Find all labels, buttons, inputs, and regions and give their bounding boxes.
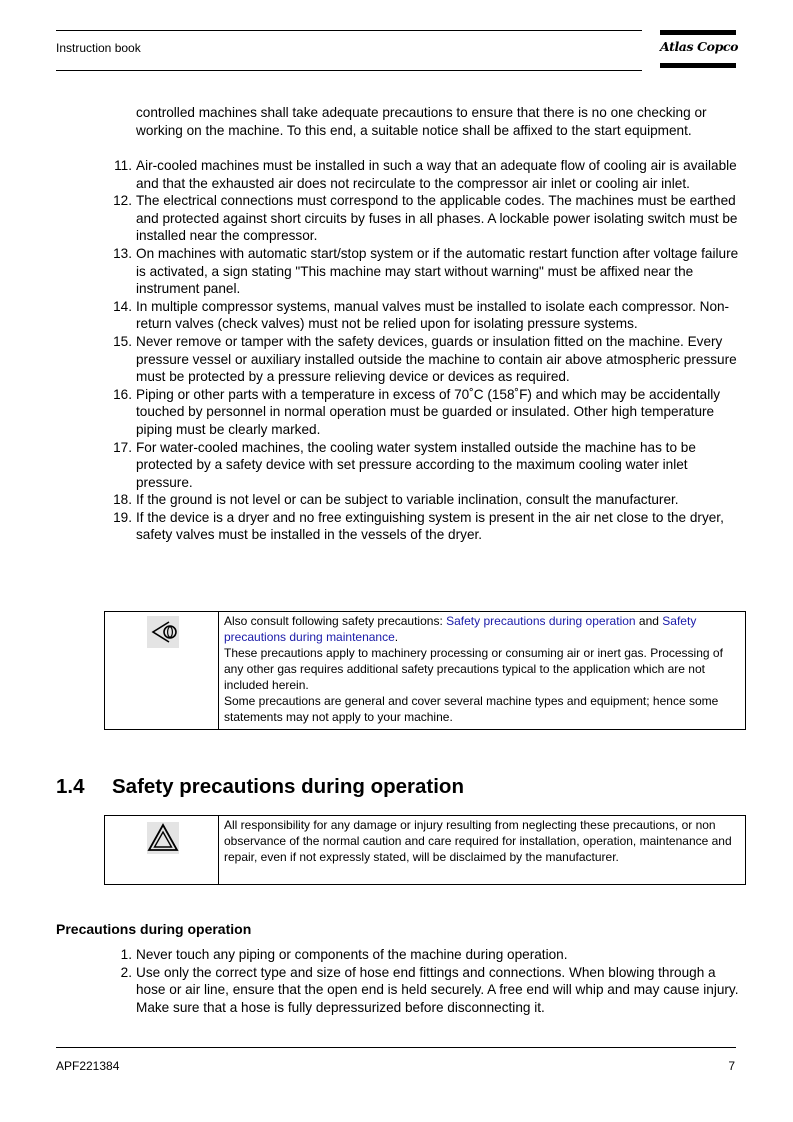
consult-note-box	[104, 611, 746, 730]
list-item-number: 14.	[113, 298, 132, 314]
list-item-number: 15.	[113, 333, 132, 349]
list-item-number: 1.	[120, 947, 132, 962]
link-safety-operation[interactable]: Safety precautions during operation	[446, 614, 636, 628]
list-item	[56, 157, 746, 192]
list-item	[56, 439, 746, 492]
list-item	[56, 946, 746, 964]
list-item	[56, 192, 746, 245]
consult-note-line-1	[224, 613, 741, 645]
list-item-number: 12.	[113, 193, 132, 209]
list-item-text: Piping or other parts with a temperature in excess of 70˚C (158˚F) and which may be accidentally touched by personnel in normal operation must be guarded or insulated. Other high temperature piping must be clearly marked.	[136, 386, 721, 437]
consult-note-text	[224, 613, 741, 725]
list-item	[56, 509, 746, 544]
consult-link2-suffix: .	[394, 630, 399, 644]
list-item-text: For water-cooled machines, the cooling water system installed outside the machine has to be protected by a safety device with set pressure according to the maximum cooling water inlet pressure.	[136, 439, 696, 490]
consult-paragraph-2: These precautions apply to machinery processing or consuming air or inert gas. Processing of any other gas requires additional safety precautions typical to the application which are not included herein.	[224, 646, 723, 692]
list-item-text: Never remove or tamper with the safety devices, guards or insulation fitted on the machine. Every pressure vessel or auxiliary installed outside the machine to contain air above atmospheric pressure must be protected by a pressure relieving device or devices as required.	[136, 333, 737, 385]
list-item-number: 16.	[113, 386, 132, 402]
intro-continuation: controlled machines shall take adequate precautions to ensure that there is no one checking or working on the machine. To this end, a suitable notice shall be affixed to the start equipment.	[136, 105, 707, 138]
list-item	[56, 298, 746, 333]
header-top-rule	[56, 30, 642, 31]
list-item-text: In multiple compressor systems, manual valves must be installed to isolate each compressor. Non-return valves (check valves) must not be relied upon for isolating pressure systems.	[136, 298, 730, 332]
list-item-number: 18.	[113, 492, 132, 508]
section-heading	[56, 775, 464, 799]
list-item-text: Never touch any piping or components of the machine during operation.	[136, 947, 568, 962]
warning-icon-cell	[105, 816, 219, 884]
list-item	[56, 333, 746, 386]
logo-text: Atlas Copco	[660, 39, 739, 54]
footer-rule	[56, 1047, 736, 1048]
list-item-number: 17.	[113, 439, 132, 455]
footer-page-number: 7	[728, 1059, 735, 1073]
operation-list	[56, 946, 746, 1016]
list-item-number: 19.	[113, 509, 132, 525]
precautions-list	[56, 157, 746, 544]
section-number: 1.4	[56, 775, 85, 798]
eye-note-icon	[147, 616, 179, 648]
list-item-number: 11.	[114, 158, 132, 173]
list-item-text: If the device is a dryer and no free extinguishing system is present in the air net close to the dryer, safety valves must be installed in the vessels of the dryer.	[136, 509, 724, 543]
logo-top-bar	[660, 30, 736, 35]
list-item-text: The electrical connections must correspond to the applicable codes. The machines must be earthed and protected against short circuits by fuses in all phases. A lockable power isolating switch must be installed near the compressor.	[136, 193, 738, 244]
consult-prefix: Also consult following safety precautions:	[224, 614, 447, 628]
consult-paragraph-3: Some precautions are general and cover several machine types and equipment; hence some statements may not apply to your machine.	[224, 694, 719, 724]
footer-doc-id: APF221384	[56, 1059, 120, 1073]
list-item-text: Air-cooled machines must be installed in such a way that an adequate flow of cooling air is available and that the exhausted air does not recirculate to the compressor air inlet or cooling air inlet.	[136, 158, 737, 191]
warning-triangle-icon	[147, 822, 179, 854]
list-item	[56, 245, 746, 298]
logo-bottom-bar	[660, 63, 736, 68]
list-item-text: On machines with automatic start/stop system or if the automatic restart function after voltage failure is activated, a sign stating "This machine may start without warning" must be affixed near the instrument panel.	[136, 245, 739, 297]
list-item-text: If the ground is not level or can be subject to variable inclination, consult the manufacturer.	[136, 492, 679, 508]
subheading-precautions-operation: Precautions during operation	[56, 921, 252, 937]
note-icon-cell	[105, 612, 219, 729]
list-item-number: 13.	[113, 245, 132, 261]
list-item	[56, 386, 746, 439]
consult-joiner: and	[635, 614, 659, 628]
atlas-copco-logo	[660, 30, 739, 70]
list-item-number: 2.	[120, 964, 132, 980]
section-title: Safety precautions during operation	[112, 775, 464, 798]
warning-note-text: All responsibility for any damage or injury resulting from neglecting these precautions, or non observance of the normal caution and care required for installation, operation, maintenance and repair, even if not expressly stated, will be disclaimed by the manufacturer.	[224, 818, 732, 864]
list-item	[56, 491, 746, 509]
header-bottom-rule	[56, 70, 642, 71]
link-safety-maintenance[interactable]: Safety precautions during maintenance	[224, 614, 697, 644]
warning-note-box	[104, 815, 746, 885]
list-item-text: Use only the correct type and size of hose end fittings and connections. When blowing through a hose or air line, ensure that the open end is held securely. A free end will whip and may cause injury. Make sure that a hose is fully depressurized before disconnecting it.	[136, 964, 739, 1015]
list-item	[56, 964, 746, 1017]
header-title: Instruction book	[56, 41, 141, 55]
